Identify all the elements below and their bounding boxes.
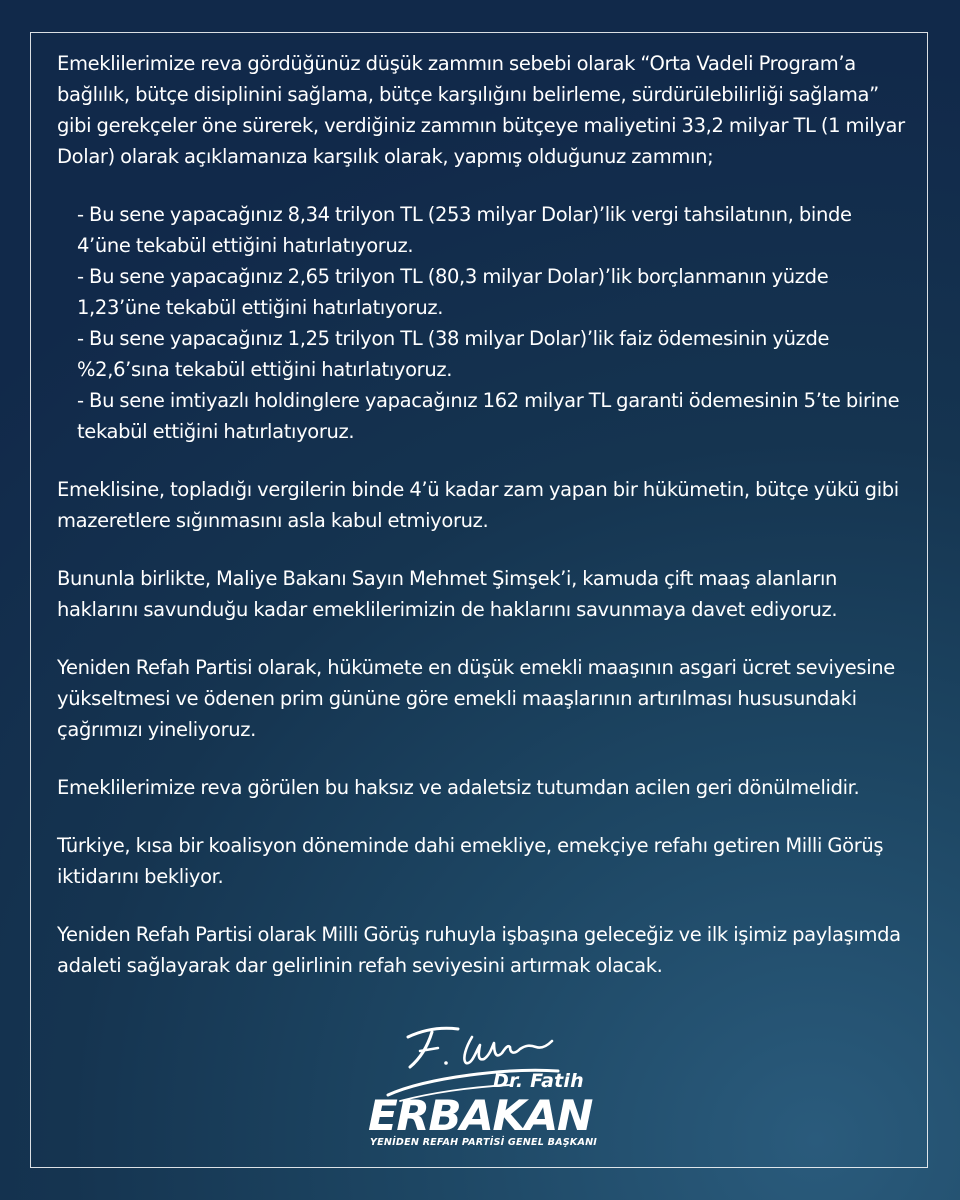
- paragraph-party-call: Yeniden Refah Partisi olarak, hükümete en düşük emekli maaşının asgari ücret seviyesine yükseltmesi ve ödenen prim gününe göre emekli maaşlarının artırılması hususundaki çağrımızı yineliyoruz.: [57, 656, 895, 741]
- signature-role: YENİDEN REFAH PARTİSİ GENEL BAŞKANI: [370, 1137, 598, 1148]
- list-item: - Bu sene imtiyazlı holdinglere yapacağınız 162 milyar TL garanti ödemesinin 5’te birine tekabül ettiğini hatırlatıyoruz.: [77, 389, 900, 443]
- letter-body: [57, 48, 909, 981]
- paragraph-urgent-return: Emeklilerimize reva görülen bu haksız ve adaletsiz tutumdan acilen geri dönülmelidir.: [57, 776, 860, 799]
- signature-title: Dr. Fatih: [493, 1070, 584, 1092]
- list-item: - Bu sene yapacağınız 2,65 trilyon TL (80,3 milyar Dolar)’lik borçlanmanın yüzde 1,23’üne tekabül ettiğini hatırlatıyoruz.: [77, 265, 829, 319]
- list-item: - Bu sene yapacağınız 8,34 trilyon TL (253 milyar Dolar)’lik vergi tahsilatının, binde 4’üne tekabül ettiğini hatırlatıyoruz.: [77, 203, 852, 257]
- reminder-list: [57, 199, 909, 447]
- signature-block: [360, 1010, 600, 1150]
- signature-name: ERBAKAN: [368, 1091, 592, 1140]
- intro-paragraph: Emeklilerimize reva gördüğünüz düşük zammın sebebi olarak “Orta Vadeli Program’a bağlılık, bütçe disiplinini sağlama, bütçe karşılığını belirleme, sürdürülebilirliği sağlama” gibi gerekçeler öne sürerek, verdiğiniz zammın bütçeye maliyetini 33,2 milyar TL (1 milyar Dolar) olarak açıklamanıza karşılık olarak, yapmış olduğunuz zammın;: [57, 52, 905, 168]
- list-item: - Bu sene yapacağınız 1,25 trilyon TL (38 milyar Dolar)’lik faiz ödemesinin yüzde %2,6’sına tekabül ettiğini hatırlatıyoruz.: [77, 327, 830, 381]
- paragraph-budget-excuse: Emeklisine, topladığı vergilerin binde 4’ü kadar zam yapan bir hükümetin, bütçe yükü gibi mazeretlere sığınmasını asla kabul etmiyoruz.: [57, 478, 899, 532]
- paragraph-minister-invite: Bununla birlikte, Maliye Bakanı Sayın Mehmet Şimşek’i, kamuda çift maaş alanların haklarını savunduğu kadar emeklilerimizin de haklarını savunmaya davet ediyoruz.: [57, 567, 838, 621]
- paragraph-turkey-waits: Türkiye, kısa bir koalisyon döneminde dahi emekliye, emekçiye refahı getiren Milli Görüş iktidarını bekliyor.: [57, 834, 884, 888]
- paragraph-closing: Yeniden Refah Partisi olarak Milli Görüş ruhuyla işbaşına geleceğiz ve ilk işimiz paylaşımda adaleti sağlayarak dar gelirlinin refah seviyesini artırmak olacak.: [57, 923, 901, 977]
